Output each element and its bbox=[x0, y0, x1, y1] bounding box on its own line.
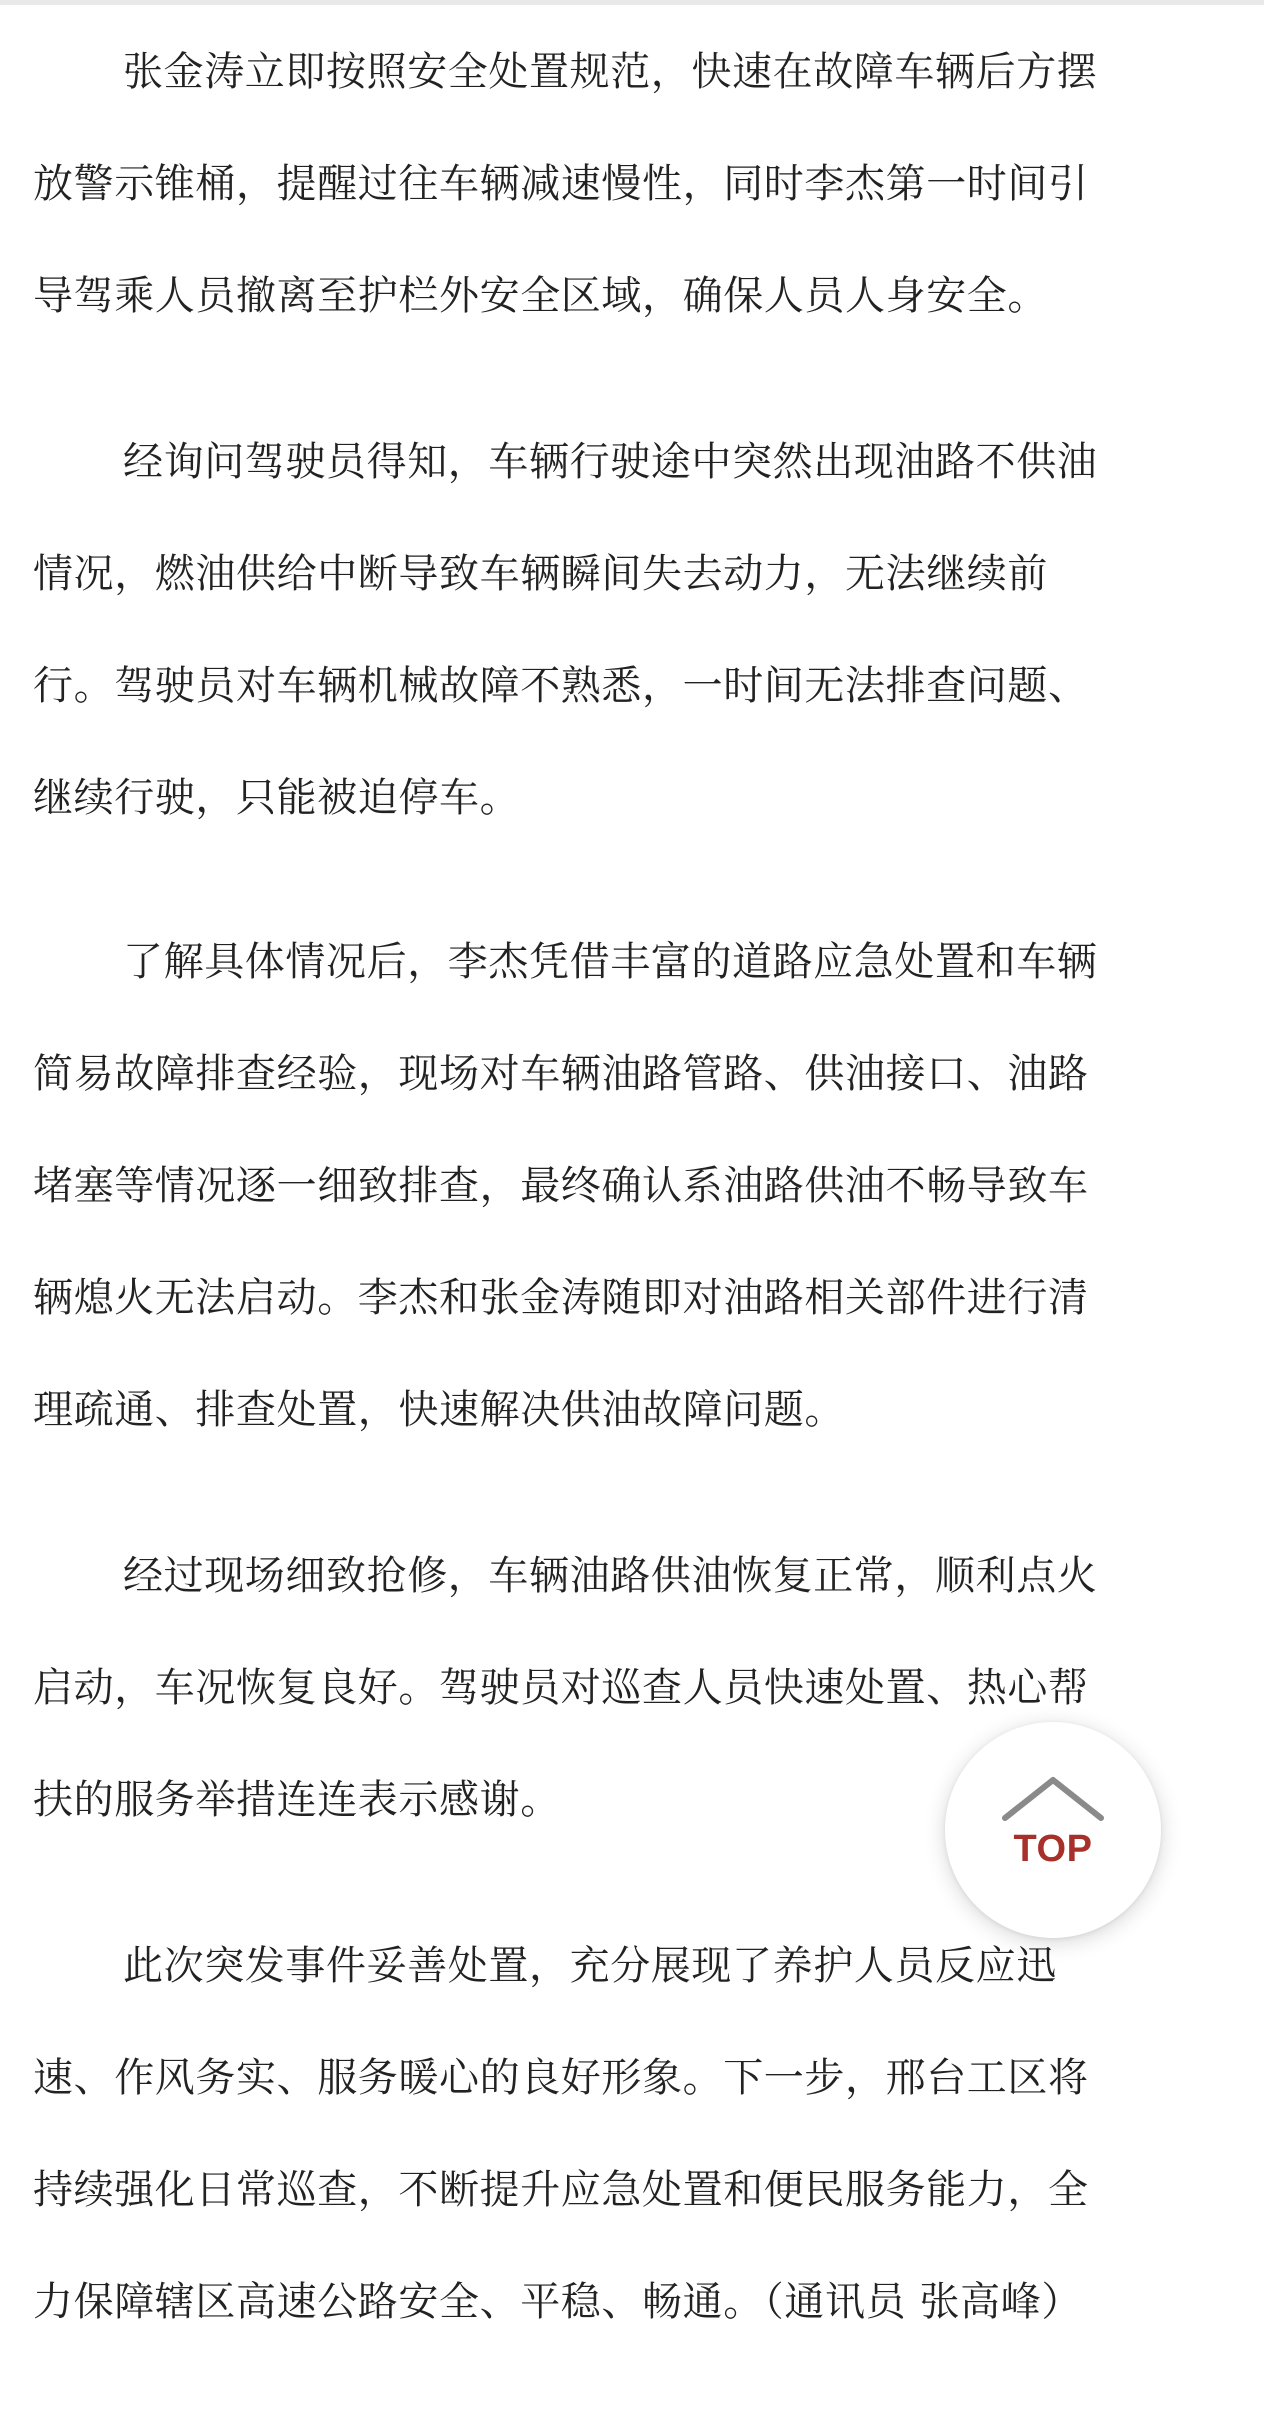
top-divider bbox=[0, 0, 1264, 5]
paragraph-line: 放警示锥桶，提醒过往车辆减速慢性，同时李杰第一时间引 bbox=[33, 161, 1089, 207]
paragraph-line: 行。驾驶员对车辆机械故障不熟悉，一时间无法排查问题、 bbox=[33, 663, 1089, 709]
back-to-top-label: TOP bbox=[1013, 1828, 1093, 1870]
paragraph-line: 扶的服务举措连连表示感谢。 bbox=[33, 1777, 561, 1823]
back-to-top-button[interactable] bbox=[945, 1722, 1161, 1938]
paragraph-line: 理疏通、排查处置，快速解决供油故障问题。 bbox=[33, 1387, 845, 1433]
paragraph-line: 持续强化日常巡查，不断提升应急处置和便民服务能力，全 bbox=[33, 2167, 1089, 2213]
chevron-up-icon bbox=[997, 1770, 1109, 1826]
paragraph-line: 此次突发事件妥善处置，充分展现了养护人员反应迅 bbox=[123, 1943, 1057, 1989]
paragraph-line: 辆熄火无法启动。李杰和张金涛随即对油路相关部件进行清 bbox=[33, 1275, 1089, 1321]
paragraph-line: 继续行驶，只能被迫停车。 bbox=[33, 775, 521, 821]
paragraph-line: 力保障辖区高速公路安全、平稳、畅通。（通讯员 张高峰） bbox=[33, 2279, 1082, 2325]
paragraph-line: 简易故障排查经验，现场对车辆油路管路、供油接口、油路 bbox=[33, 1051, 1089, 1097]
paragraph-line: 情况，燃油供给中断导致车辆瞬间失去动力，无法继续前 bbox=[33, 551, 1048, 597]
paragraph-line: 张金涛立即按照安全处置规范，快速在故障车辆后方摆 bbox=[123, 49, 1098, 95]
paragraph-line: 启动，车况恢复良好。驾驶员对巡查人员快速处置、热心帮 bbox=[33, 1665, 1089, 1711]
paragraph-line: 经询问驾驶员得知，车辆行驶途中突然出现油路不供油 bbox=[123, 439, 1098, 485]
paragraph-line: 堵塞等情况逐一细致排查，最终确认系油路供油不畅导致车 bbox=[33, 1163, 1089, 1209]
paragraph-line: 了解具体情况后，李杰凭借丰富的道路应急处置和车辆 bbox=[123, 939, 1098, 985]
paragraph-line: 经过现场细致抢修，车辆油路供油恢复正常，顺利点火 bbox=[123, 1553, 1098, 1599]
paragraph-line: 速、作风务实、服务暖心的良好形象。下一步，邢台工区将 bbox=[33, 2055, 1089, 2101]
paragraph-line: 导驾乘人员撤离至护栏外安全区域，确保人员人身安全。 bbox=[33, 273, 1048, 319]
